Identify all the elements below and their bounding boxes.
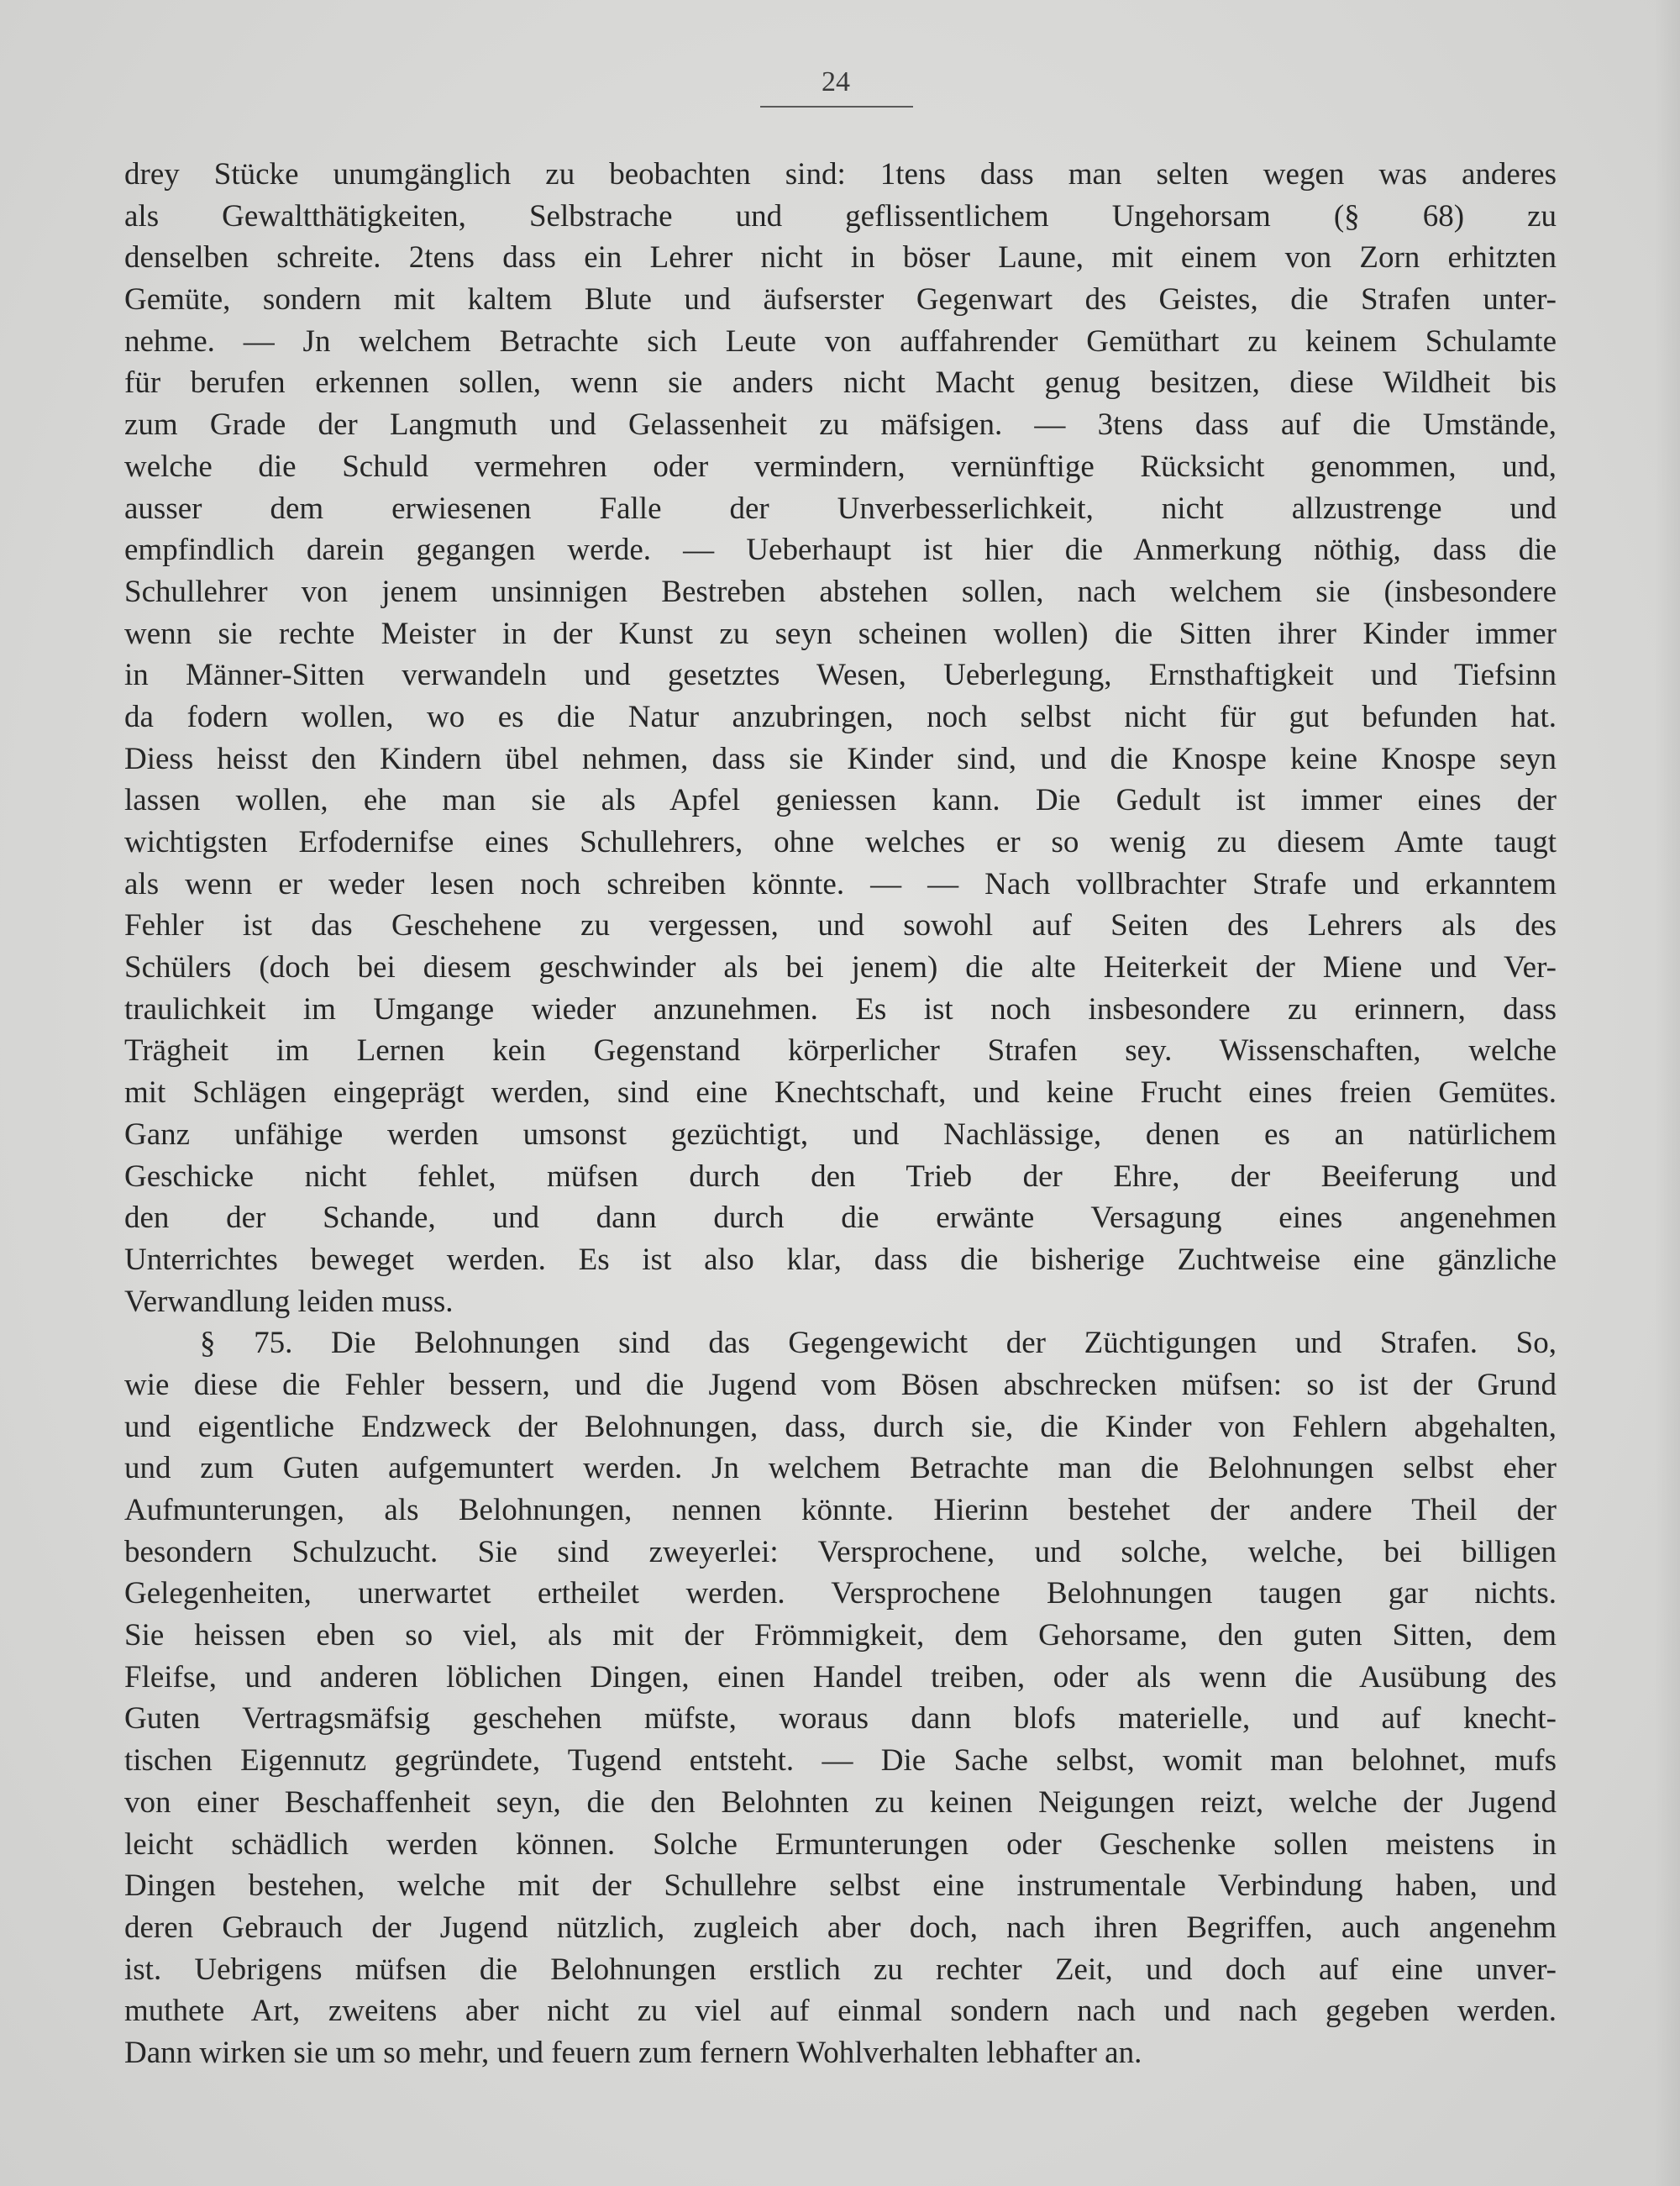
text-line: Diess heisst den Kindern übel nehmen, dass sie Kinder sind, und die Knospe keine Knospe seyn bbox=[124, 741, 1557, 776]
text-line: Schullehrer von jenem unsinnigen Bestreben abstehen sollen, nach welchem sie (insbesondere bbox=[124, 574, 1557, 609]
text-line: zum Grade der Langmuth und Gelassenheit zu mäfsigen. — 3tens dass auf die Umstände, bbox=[124, 407, 1557, 443]
text-line: und eigentliche Endzweck der Belohnungen, dass, durch sie, die Kinder von Fehlern abgehalten, bbox=[124, 1409, 1557, 1444]
page-number-rule bbox=[760, 106, 913, 108]
text-line: traulichkeit im Umgange wieder anzunehmen. Es ist noch insbesondere zu erinnern, dass bbox=[124, 991, 1557, 1027]
text-line: Verwandlung leiden muss. bbox=[124, 1284, 454, 1319]
text-line: empfindlich darein gegangen werde. — Ueberhaupt ist hier die Anmerkung nöthig, dass die bbox=[124, 533, 1557, 568]
text-line: in Männer-Sitten verwandeln und gesetztes Wesen, Ueberlegung, Ernsthaftigkeit und Tiefsinn bbox=[124, 658, 1557, 693]
text-line: Aufmunterungen, als Belohnungen, nennen könnte. Hierinn bestehet der andere Theil der bbox=[124, 1493, 1557, 1527]
text-line: welche die Schuld vermehren oder vermindern, vernünftige Rücksicht genommen, und, bbox=[124, 449, 1557, 484]
text-line: ist. Uebrigens müfsen die Belohnungen erstlich zu rechter Zeit, und doch auf eine unver- bbox=[124, 1952, 1557, 1987]
text-line: Fehler ist das Geschehene zu vergessen, und sowohl auf Seiten des Lehrers als des bbox=[124, 908, 1557, 943]
body-text bbox=[124, 154, 1557, 2074]
text-line: Sie heissen eben so viel, als mit der Frömmigkeit, dem Gehorsame, den guten Sitten, dem bbox=[124, 1618, 1557, 1653]
text-line: Fleifse, und anderen löblichen Dingen, einen Handel treiben, oder als wenn die Ausübung des bbox=[124, 1659, 1557, 1695]
text-line: drey Stücke unumgänglich zu beobachten sind: 1tens dass man selten wegen was anderes bbox=[124, 157, 1557, 192]
text-line: für berufen erkennen sollen, wenn sie anders nicht Macht genug besitzen, diese Wildheit bis bbox=[124, 365, 1557, 401]
text-line: wenn sie rechte Meister in der Kunst zu seyn scheinen wollen) die Sitten ihrer Kinder immer bbox=[124, 616, 1557, 651]
text-line: Ganz unfähige werden umsonst gezüchtigt, und Nachlässige, denen es an natürlichem bbox=[124, 1117, 1557, 1152]
text-line: den der Schande, und dann durch die erwänte Versagung eines angenehmen bbox=[124, 1201, 1557, 1236]
text-line: Gelegenheiten, unerwartet ertheilet werden. Versprochene Belohnungen taugen gar nichts. bbox=[124, 1576, 1557, 1611]
text-line: Dingen bestehen, welche mit der Schullehre selbst eine instrumentale Verbindung haben, und bbox=[124, 1868, 1557, 1904]
text-line: Guten Vertragsmäfsig geschehen müfste, woraus dann blofs materielle, und auf knecht- bbox=[124, 1701, 1557, 1737]
text-line: ausser dem erwiesenen Falle der Unverbesserlichkeit, nicht allzustrenge und bbox=[124, 491, 1557, 526]
text-line: lassen wollen, ehe man sie als Apfel geniessen kann. Die Gedult ist immer eines der bbox=[124, 783, 1557, 818]
text-line: und zum Guten aufgemuntert werden. Jn welchem Betrachte man die Belohnungen selbst eher bbox=[124, 1451, 1557, 1486]
text-line: denselben schreite. 2tens dass ein Lehrer nicht in böser Laune, mit einem von Zorn erhitzten bbox=[124, 240, 1557, 276]
text-line: nehme. — Jn welchem Betrachte sich Leute von auffahrender Gemüthart zu keinem Schulamte bbox=[124, 323, 1557, 359]
text-line: Dann wirken sie um so mehr, und feuern zum fernern Wohlverhalten lebhafter an. bbox=[124, 2035, 1142, 2070]
text-line: § 75. Die Belohnungen sind das Gegengewicht der Züchtigungen und Strafen. So, bbox=[200, 1326, 1557, 1361]
text-line: muthete Art, zweitens aber nicht zu viel auf einmal sondern nach und nach gegeben werden. bbox=[124, 1994, 1557, 2029]
text-line: Schülers (doch bei diesem geschwinder als bei jenem) die alte Heiterkeit der Miene und Ver- bbox=[124, 950, 1557, 985]
text-line: wie diese die Fehler bessern, und die Jugend vom Bösen abschrecken müfsen: so ist der Grund bbox=[124, 1367, 1557, 1402]
text-line: Trägheit im Lernen kein Gegenstand körperlicher Strafen sey. Wissenschaften, welche bbox=[124, 1033, 1557, 1069]
text-line: deren Gebrauch der Jugend nützlich, zugleich aber doch, nach ihren Begriffen, auch angenehm bbox=[124, 1910, 1557, 1945]
text-line: als wenn er weder lesen noch schreiben könnte. — — Nach vollbrachter Strafe und erkanntem bbox=[124, 866, 1557, 901]
text-line: besondern Schulzucht. Sie sind zweyerlei: Versprochene, und solche, welche, bei billigen bbox=[124, 1534, 1557, 1569]
text-line: Unterrichtes beweget werden. Es ist also klar, dass die bisherige Zuchtweise eine gänzliche bbox=[124, 1242, 1557, 1277]
paragraph bbox=[124, 154, 1557, 1322]
text-line: Gemüte, sondern mit kaltem Blute und äufserster Gegenwart des Geistes, die Strafen unter- bbox=[124, 282, 1557, 318]
text-line: Geschicke nicht fehlet, müfsen durch den Trieb der Ehre, der Beeiferung und bbox=[124, 1159, 1557, 1194]
page-number: 24 bbox=[822, 66, 850, 97]
text-line: von einer Beschaffenheit seyn, die den Belohnten zu keinen Neigungen reizt, welche der Jugend bbox=[124, 1784, 1557, 1820]
paragraph bbox=[124, 1322, 1557, 2073]
text-line: leicht schädlich werden können. Solche Ermunterungen oder Geschenke sollen meistens in bbox=[124, 1826, 1557, 1862]
text-line: wichtigsten Erfodernifse eines Schullehrers, ohne welches er so wenig zu diesem Amte taugt bbox=[124, 825, 1557, 859]
page-edge-shadow bbox=[1655, 0, 1680, 2186]
text-line: da fodern wollen, wo es die Natur anzubringen, noch selbst nicht für gut befunden hat. bbox=[124, 699, 1557, 734]
text-line: mit Schlägen eingeprägt werden, sind eine Knechtschaft, und keine Frucht eines freien Gemütes. bbox=[124, 1075, 1557, 1111]
text-line: tischen Eigennutz gegründete, Tugend entsteht. — Die Sache selbst, womit man belohnet, mufs bbox=[124, 1743, 1557, 1779]
text-line: als Gewaltthätigkeiten, Selbstrache und geflissentlichem Ungehorsam (§ 68) zu bbox=[124, 198, 1557, 234]
